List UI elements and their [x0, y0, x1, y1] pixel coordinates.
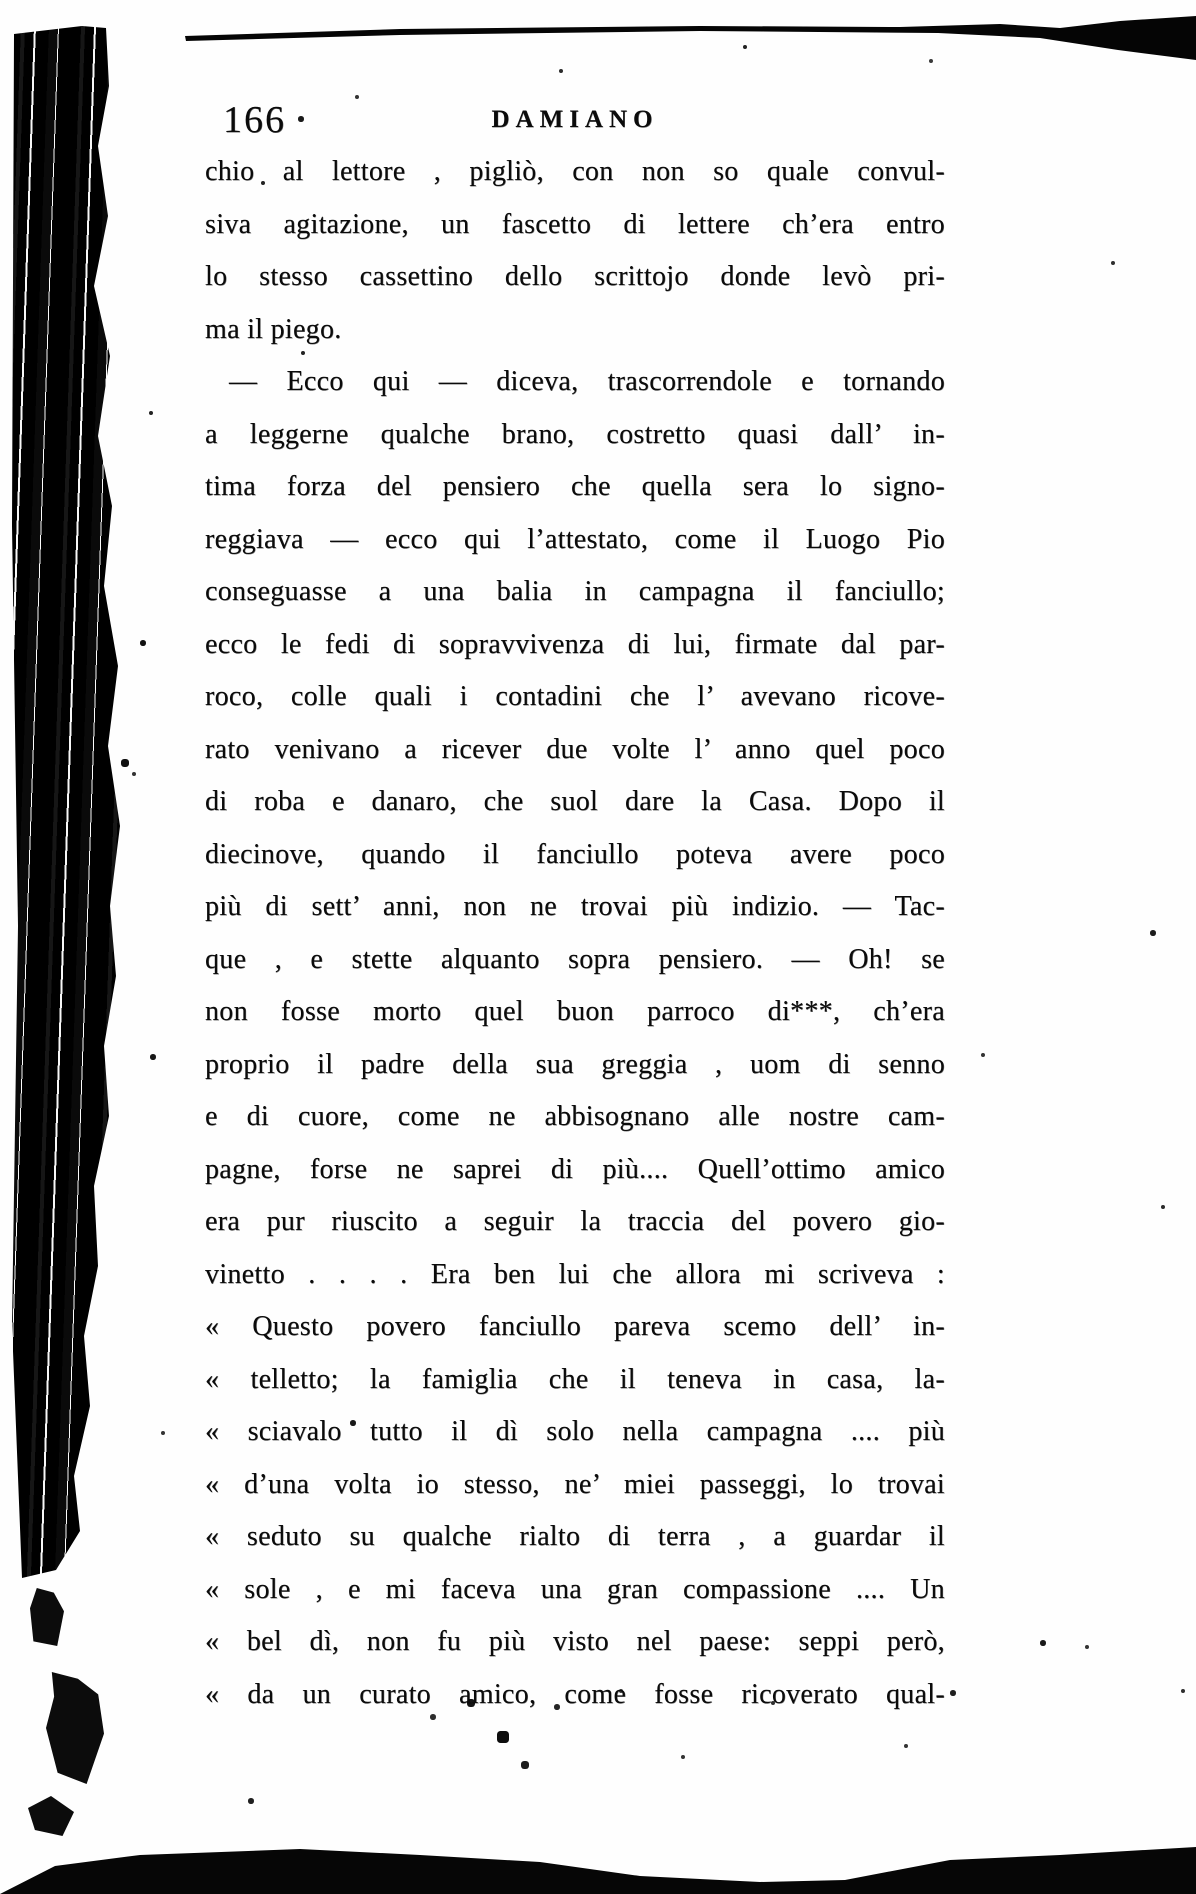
text-line: era pur riuscito a seguir la traccia del povero gio-: [205, 1206, 945, 1237]
text-line: « sole , e mi faceva una gran compassione .... Un: [205, 1573, 945, 1605]
text-line: « seduto su qualche rialto di terra , a guardar il: [205, 1521, 945, 1552]
scan-top-edge-ink: [0, 0, 1196, 70]
text-line: ecco le fedi di sopravvivenza di lui, firmate dal par-: [205, 628, 945, 660]
scan-ink-speckles: [0, 0, 2, 2]
body-text-block: [205, 146, 945, 1721]
page-number: 166: [223, 99, 286, 141]
text-line: diecinove, quando il fanciullo poteva avere poco: [205, 838, 945, 870]
text-line: lo stesso cassettino dello scrittojo donde levò pri-: [205, 261, 945, 292]
text-line: — Ecco qui — diceva, trascorrendole e tornando: [229, 366, 945, 397]
text-line: pagne, forse ne saprei di più.... Quell’ottimo amico: [205, 1153, 945, 1185]
scan-bottom-edge-ink: [0, 1836, 1196, 1894]
scan-ink-blot: [30, 1588, 64, 1646]
text-line: proprio il padre della sua greggia , uom di senno: [205, 1048, 945, 1080]
text-line: chio al lettore , pigliò, con non so quale convul-: [205, 156, 945, 187]
text-line: vinetto . . . . Era ben lui che allora mi scriveva :: [205, 1258, 945, 1290]
scan-ink-blot: [28, 1796, 74, 1836]
text-line: di roba e danaro, che suol dare la Casa. Dopo il: [205, 786, 945, 817]
running-head: DAMIANO: [491, 106, 659, 133]
text-line: ma il piego.: [205, 313, 342, 345]
paragraph: [205, 356, 945, 1721]
scan-binding-ink-band: [12, 26, 126, 1578]
text-line: più di sett’ anni, non ne trovai più indizio. — Tac-: [205, 891, 945, 922]
text-line: « sciavalo tutto il dì solo nella campagna .... più: [205, 1416, 945, 1447]
text-line: e di cuore, come ne abbisognano alle nostre cam-: [205, 1101, 945, 1132]
text-line: « telletto; la famiglia che il teneva in casa, la-: [205, 1363, 945, 1395]
page-header: [205, 100, 945, 146]
text-line: « d’una volta io stesso, ne’ miei passeggi, lo trovai: [205, 1468, 945, 1500]
text-line: a leggerne qualche brano, costretto quasi dall’ in-: [205, 418, 945, 450]
text-line: « da un curato amico, come fosse ricoverato qual-: [205, 1678, 945, 1710]
text-line: conseguasse a una balia in campagna il fanciullo;: [205, 576, 945, 607]
text-line: non fosse morto quel buon parroco di***, ch’era: [205, 996, 945, 1027]
text-line: « Questo povero fanciullo pareva scemo dell’ in-: [205, 1311, 945, 1342]
text-line: tima forza del pensiero che quella sera lo signo-: [205, 471, 945, 502]
text-line: siva agitazione, un fascetto di lettere ch’era entro: [205, 208, 945, 240]
text-line: « bel dì, non fu più visto nel paese: seppi però,: [205, 1626, 945, 1657]
paragraph: [205, 146, 945, 356]
text-line: rato venivano a ricever due volte l’ anno quel poco: [205, 733, 945, 765]
text-line: que , e stette alquanto sopra pensiero. — Oh! se: [205, 943, 945, 975]
text-line: roco, colle quali i contadini che l’ avevano ricove-: [205, 681, 945, 712]
scan-ink-blot: [46, 1672, 104, 1784]
text-line: reggiava — ecco qui l’attestato, come il Luogo Pio: [205, 523, 945, 555]
